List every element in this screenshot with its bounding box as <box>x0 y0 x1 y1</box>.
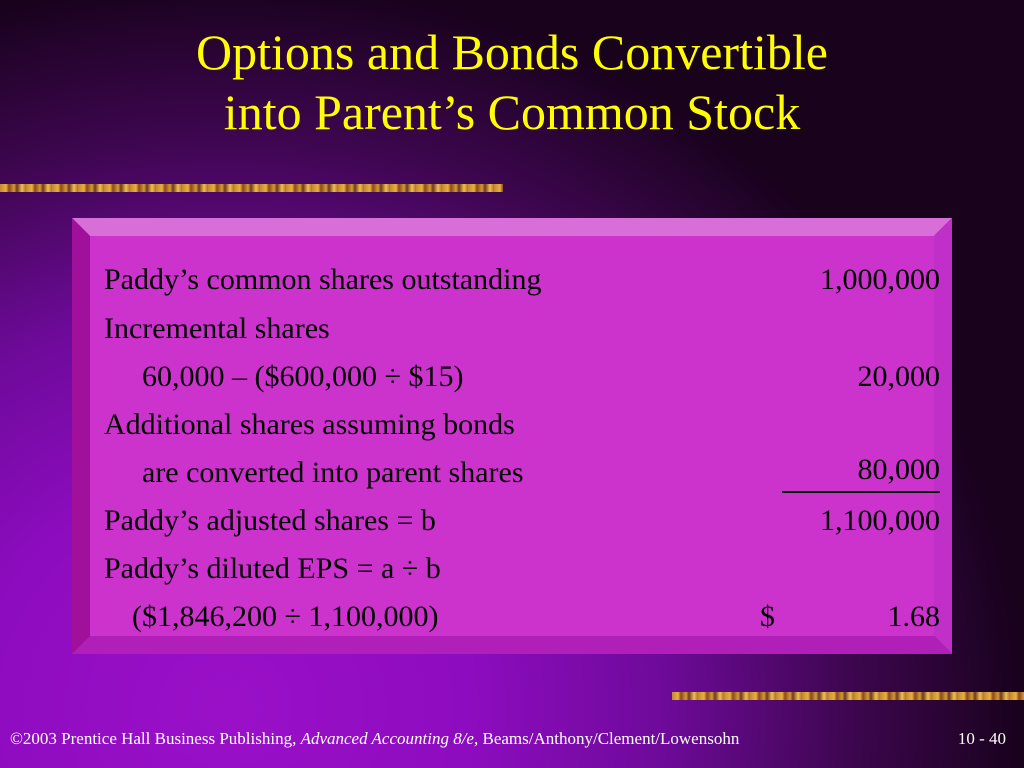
row-eps-calc <box>104 593 944 641</box>
currency-symbol: $ <box>760 600 775 633</box>
row-common-shares <box>104 256 944 304</box>
slide-title <box>0 22 1024 142</box>
row-incremental-calc <box>104 353 944 401</box>
panel-bevel-left <box>72 218 90 654</box>
row-label: Paddy’s common shares outstanding <box>104 263 542 296</box>
row-label: 60,000 – ($600,000 ÷ $15) <box>142 360 464 393</box>
row-label: Additional shares assuming bonds <box>104 408 515 441</box>
row-value-underlined: 80,000 <box>782 449 940 493</box>
footer-copyright: ©2003 Prentice Hall Business Publishing, <box>10 729 301 748</box>
row-label: ($1,846,200 ÷ 1,100,000) <box>132 600 439 633</box>
row-label: Incremental shares <box>104 312 330 345</box>
row-incremental-shares <box>104 305 944 353</box>
decorative-bar-bottom <box>672 692 1024 700</box>
footer-authors: Beams/Anthony/Clement/Lowensohn <box>478 729 740 748</box>
decorative-bar-top <box>0 184 503 192</box>
title-line-2: into Parent’s Common Stock <box>223 84 801 140</box>
row-additional-shares <box>104 401 944 449</box>
footer-credit <box>10 726 739 752</box>
title-line-1: Options and Bonds Convertible <box>196 24 828 80</box>
row-value: 1,100,000 <box>820 504 940 537</box>
page-number: 10 - 40 <box>957 729 1006 748</box>
panel-bevel-top <box>72 218 952 236</box>
row-bonds-converted <box>104 449 944 497</box>
row-label: are converted into parent shares <box>142 456 524 489</box>
row-label: Paddy’s diluted EPS = a ÷ b <box>104 552 441 585</box>
row-diluted-eps <box>104 545 944 593</box>
footer <box>10 726 1014 752</box>
footer-book-title: Advanced Accounting 8/e, <box>300 729 479 748</box>
row-value: 1,000,000 <box>820 263 940 296</box>
row-value: 20,000 <box>857 360 940 393</box>
row-label: Paddy’s adjusted shares = b <box>104 504 436 537</box>
row-adjusted-shares <box>104 497 944 545</box>
row-value: 1.68 <box>887 600 940 633</box>
